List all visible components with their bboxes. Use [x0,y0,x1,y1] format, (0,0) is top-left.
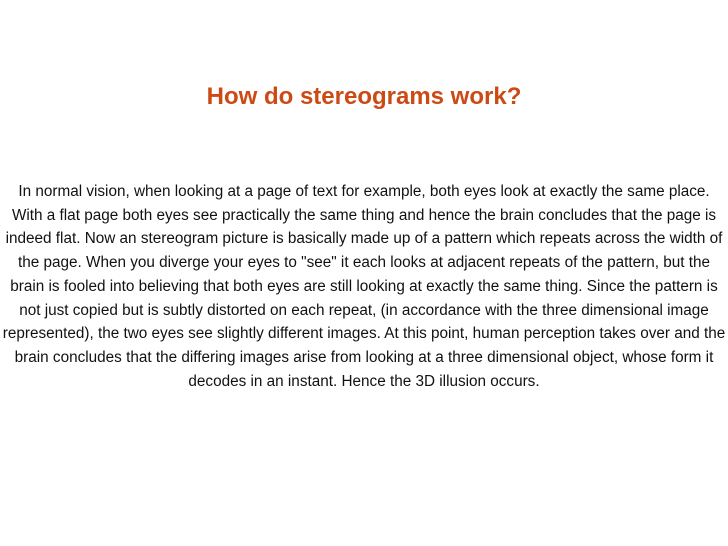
slide-body-text: In normal vision, when looking at a page of text for example, both eyes look at exactly the same place. With a flat page both eyes see practically the same thing and hence the brain concludes that the page is indeed flat. Now an stereogram picture is basically made up of a pattern which repeats across the width of the page. When you diverge your eyes to "see" it each looks at adjacent repeats of the pattern, but the brain is fooled into believing that both eyes are still looking at exactly the same thing. Since the pattern is not just copied but is subtly distorted on each repeat, (in accordance with the three dimensional image represented), the two eyes see slightly different images. At this point, human perception takes over and the brain concludes that the differing images arise from looking at a three dimensional object, whose form it decodes in an instant. Hence the 3D illusion occurs. [2,183,726,390]
slide-title: How do stereograms work? [206,83,522,110]
